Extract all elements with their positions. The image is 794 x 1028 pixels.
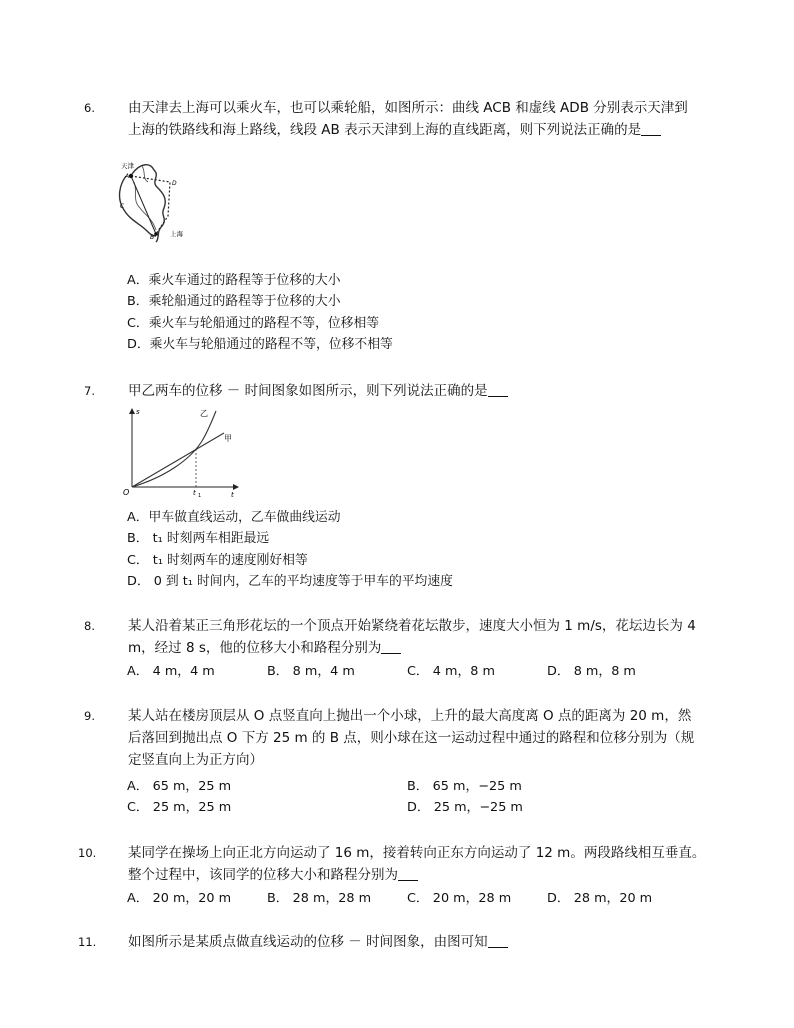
option-a: A． 20 m，20 m	[127, 891, 232, 906]
axis-label-s: s	[136, 408, 140, 416]
question-text-line: 定竖直向上为正方向）	[128, 752, 263, 768]
question-text-line: 某同学在操场上向正北方向运动了 16 m，接着转向正东方向运动了 12 m。两段路线相互垂直。	[128, 845, 706, 861]
question-text-line: 如图所示是某质点做直线运动的位移 － 时间图象，由图可知	[128, 934, 488, 950]
answer-blank	[381, 640, 401, 654]
option-d: D． 28 m，20 m	[547, 891, 653, 906]
question-number: 6.	[84, 101, 95, 115]
question-number: 9.	[84, 709, 95, 723]
answer-blank	[488, 383, 508, 397]
question-number: 7.	[84, 384, 95, 398]
option-d: D． 8 m，8 m	[547, 664, 636, 679]
question-10	[78, 842, 726, 886]
question-text-line: m，经过 8 s，他的位移大小和路程分别为	[128, 640, 382, 656]
question-text-line: 某人沿着某正三角形花坛的一个顶点开始紧绕着花坛散步，速度大小恒为 1 m/s，花坛边长为 4	[128, 618, 696, 634]
position-time-graph	[120, 405, 245, 500]
label-point-c: C	[120, 203, 125, 210]
question-number: 10.	[78, 846, 97, 860]
question-text-line: 甲乙两车的位移 － 时间图象如图所示，则下列说法正确的是	[128, 383, 488, 399]
origin-label: O	[123, 488, 130, 497]
label-tianjin: 天津	[121, 162, 134, 170]
option-b: B． 65 m，−25 m	[407, 779, 522, 794]
option-c: C． t₁ 时刻两车的速度刚好相等	[127, 553, 308, 568]
question-6	[84, 97, 706, 141]
option-c: C． 4 m，8 m	[407, 664, 495, 679]
option-b: B． 28 m，28 m	[267, 891, 372, 906]
option-a: A． 65 m，25 m	[127, 779, 232, 794]
question-11	[78, 931, 706, 953]
question-text-line: 上海的铁路线和海上路线，线段 AB 表示天津到上海的直线距离，则下列说法正确的是	[128, 122, 642, 138]
question-text-line: 后落回到抛出点 O 下方 25 m 的 B 点，则小球在这一运动过程中通过的路程和位移分别为（规	[128, 730, 695, 746]
option-d: D． 0 到 t₁ 时间内，乙车的平均速度等于甲车的平均速度	[127, 574, 453, 589]
curve-label-jia: 甲	[224, 434, 232, 443]
tick-label-t1-sub: 1	[198, 493, 202, 499]
tick-label-t1: t	[193, 489, 196, 497]
curve-label-yi: 乙	[200, 409, 208, 418]
answer-blank	[398, 867, 418, 881]
option-a: A． 4 m，4 m	[127, 664, 215, 679]
axis-label-t: t	[231, 491, 234, 499]
question-9	[84, 705, 706, 771]
option-a: A．甲车做直线运动，乙车做曲线运动	[127, 510, 341, 525]
question-8	[84, 615, 706, 659]
answer-blank	[641, 122, 661, 136]
question-number: 11.	[78, 935, 97, 949]
label-shanghai: 上海	[170, 230, 183, 238]
route-map-figure	[112, 158, 192, 248]
option-c: C． 20 m，28 m	[407, 891, 512, 906]
question-number: 8.	[84, 619, 95, 633]
question-text-line: 整个过程中，该同学的位移大小和路程分别为	[128, 867, 398, 883]
option-a: A．乘火车通过的路程等于位移的大小	[127, 273, 341, 288]
option-b: B．乘轮船通过的路程等于位移的大小	[127, 294, 341, 309]
question-text-line: 某人站在楼房顶层从 O 点竖直向上抛出一个小球，上升的最大高度离 O 点的距离为 20 m，然	[128, 708, 692, 724]
option-c: C． 25 m，25 m	[127, 800, 232, 815]
option-c: C．乘火车与轮船通过的路程不等，位移相等	[127, 316, 380, 331]
answer-blank	[488, 934, 508, 948]
option-b: B． 8 m，4 m	[267, 664, 355, 679]
question-text-line: 由天津去上海可以乘火车，也可以乘轮船，如图所示：曲线 ACB 和虚线 ADB 分别表示天津到	[128, 100, 688, 116]
question-7	[84, 380, 706, 402]
label-point-b: B	[150, 234, 155, 241]
option-b: B． t₁ 时刻两车相距最远	[127, 531, 270, 546]
label-point-a: A	[125, 173, 130, 180]
option-d: D． 25 m，−25 m	[407, 800, 523, 815]
label-point-d: D	[172, 180, 177, 187]
option-d: D．乘火车与轮船通过的路程不等，位移不相等	[127, 337, 393, 352]
